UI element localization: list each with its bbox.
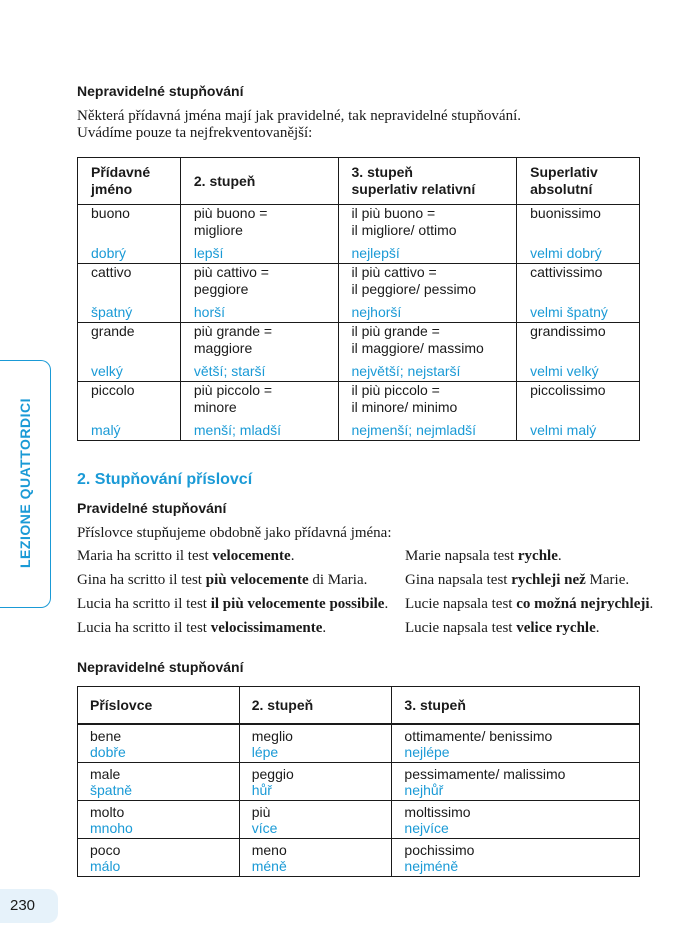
t1-italian-line: il migliore/ ottimo — [351, 222, 457, 238]
example-text: Lucia ha scritto il test — [77, 620, 211, 636]
t2-cell-czech: dobře — [90, 743, 126, 760]
t1-cell-italian — [91, 382, 135, 399]
t1-cell-italian — [530, 382, 605, 399]
t1-cell-italian — [530, 264, 602, 281]
t1-cell-italian — [352, 205, 457, 239]
example-text: . — [649, 596, 654, 612]
t2-cell-czech: nejvíce — [404, 819, 449, 836]
t1-cell — [180, 382, 338, 441]
t1-italian-line: più cattivo = — [193, 264, 269, 280]
example-emphasis: più velocemente — [205, 572, 309, 588]
t1-cell — [78, 205, 181, 264]
t2-cell-italian: meno — [251, 841, 287, 858]
t1-italian-line: peggiore — [193, 281, 249, 297]
t1-italian-line: cattivo — [91, 264, 132, 280]
t1-row — [78, 323, 640, 382]
t1-cell — [78, 323, 181, 382]
t1-italian-line: cattivissimo — [530, 264, 603, 280]
t2-cell-czech: méně — [251, 857, 287, 874]
t1-italian-line: buono — [91, 205, 130, 221]
t1-row — [78, 264, 640, 323]
t1-header-line: jméno — [91, 181, 133, 197]
t1-cell-italian — [352, 264, 477, 298]
t2-row — [78, 763, 640, 801]
t1-italian-line: più grande = — [193, 323, 273, 339]
example-emphasis: rychle — [517, 548, 558, 564]
t2-row — [78, 839, 640, 877]
t1-italian-line: grandissimo — [530, 323, 606, 339]
t2-cell — [78, 724, 240, 763]
t2-cell-italian: ottimamente/ benissimo — [404, 727, 553, 744]
example-text: Marie. — [585, 572, 630, 588]
t2-cell-czech: hůř — [251, 781, 272, 798]
t1-italian-line: il più buono = — [351, 205, 436, 221]
t2-cell-czech: špatně — [90, 781, 133, 798]
t2-cell — [239, 801, 392, 839]
example-cz-2 — [405, 572, 629, 589]
example-text: . — [595, 620, 600, 636]
t1-cell-italian — [194, 323, 272, 357]
example-it-1 — [77, 548, 294, 565]
t1-header-1 — [78, 158, 181, 205]
t1-italian-line: migliore — [193, 222, 243, 238]
t1-italian-line: il più grande = — [351, 323, 440, 339]
t2-header-2: 2. stupeň — [239, 687, 392, 725]
t2-cell — [392, 724, 640, 763]
t2-cell-italian: molto — [90, 803, 125, 820]
t1-cell-italian — [194, 382, 272, 416]
example-cz-4 — [405, 620, 600, 637]
t1-cell-italian — [530, 323, 605, 340]
subheading-regular: Pravidelné stupňování — [77, 500, 227, 516]
example-text: Lucie napsala test — [405, 620, 517, 636]
page-number: 230 — [10, 897, 36, 914]
t1-header-line: Superlativ — [530, 164, 598, 180]
t1-italian-line: grande — [91, 323, 135, 339]
t1-cell-czech: velmi špatný — [530, 304, 608, 320]
adjective-comparison-table — [77, 157, 640, 441]
t2-cell — [239, 724, 392, 763]
example-text: Marie napsala test — [405, 548, 518, 564]
t1-cell-czech: horší — [193, 304, 225, 320]
t1-cell — [338, 264, 517, 323]
example-text: di Maria. — [308, 572, 368, 588]
t2-cell-czech: mnoho — [90, 819, 133, 836]
example-text: Gina ha scritto il test — [77, 572, 206, 588]
t1-cell — [78, 382, 181, 441]
t1-header-2 — [180, 158, 338, 205]
t1-cell — [517, 382, 640, 441]
adverb-comparison-table — [77, 686, 640, 877]
t2-cell — [392, 839, 640, 877]
intro-line-1: Některá přídavná jména mají jak pravidelné, tak nepravidelné stupňování. — [77, 108, 522, 124]
t2-cell — [78, 839, 240, 877]
example-it-3 — [77, 596, 388, 613]
t2-cell — [392, 801, 640, 839]
t1-cell — [517, 264, 640, 323]
t2-cell — [239, 763, 392, 801]
t1-italian-line: il minore/ minimo — [351, 399, 458, 415]
example-emphasis: velocemente — [212, 548, 291, 564]
adverbs-intro: Příslovce stupňujeme obdobně jako přídavná jména: — [77, 525, 392, 541]
t1-cell-czech: špatný — [91, 304, 133, 320]
t1-cell-czech: velmi velký — [530, 363, 599, 379]
t1-cell-italian — [194, 205, 268, 239]
t1-cell-czech: malý — [91, 422, 121, 438]
t1-cell — [78, 264, 181, 323]
t1-italian-line: piccolissimo — [530, 382, 606, 398]
example-text: . — [384, 596, 389, 612]
t1-cell-czech: menší; mladší — [193, 422, 282, 438]
example-emphasis: velocissimamente — [210, 620, 323, 636]
example-text: Maria ha scritto il test — [77, 548, 213, 564]
t2-cell — [239, 839, 392, 877]
t1-cell — [338, 205, 517, 264]
t2-cell — [392, 763, 640, 801]
t1-row — [78, 382, 640, 441]
t1-cell-italian — [91, 264, 131, 281]
t1-cell-italian — [352, 382, 458, 416]
example-emphasis: velice rychle — [516, 620, 596, 636]
t1-cell — [180, 323, 338, 382]
t2-cell-italian: bene — [90, 727, 122, 744]
t1-cell-italian — [91, 323, 135, 340]
example-emphasis: co možná nejrychleji — [516, 596, 650, 612]
t1-header-3 — [338, 158, 517, 205]
t1-cell-italian — [194, 264, 269, 298]
example-text: . — [290, 548, 295, 564]
t2-cell-italian: peggio — [251, 765, 294, 782]
t1-cell-czech: nejmenší; nejmladší — [351, 422, 477, 438]
t2-header-3: 3. stupeň — [392, 687, 640, 725]
example-text: Lucie napsala test — [405, 596, 517, 612]
t1-header-line: 2. stupeň — [193, 172, 256, 189]
t2-cell-italian: più — [251, 803, 271, 820]
example-cz-1 — [405, 548, 562, 565]
t1-cell-czech: velmi malý — [530, 422, 597, 438]
example-emphasis: il più velocemente possibile — [210, 596, 385, 612]
t1-cell — [180, 205, 338, 264]
t1-row — [78, 205, 640, 264]
t1-italian-line: più buono = — [193, 205, 268, 221]
example-cz-3 — [405, 596, 653, 613]
intro-line-2: Uvádíme pouze ta nejfrekventovanější: — [77, 125, 313, 141]
section-heading-irregular-adverbs: Nepravidelné stupňování — [77, 659, 244, 675]
t1-italian-line: il più piccolo = — [351, 382, 440, 398]
t2-cell-italian: meglio — [251, 727, 293, 744]
section-title-adverbs: 2. Stupňování příslovcí — [77, 471, 253, 488]
t2-cell-italian: pessimamente/ malissimo — [404, 765, 566, 782]
t2-header-1: Příslovce — [78, 687, 240, 725]
t2-cell-czech: více — [251, 819, 278, 836]
t1-cell-czech: dobrý — [91, 245, 127, 261]
t1-cell-italian — [91, 205, 130, 222]
section-heading-irregular-adjectives: Nepravidelné stupňování — [77, 83, 244, 99]
t1-cell — [338, 382, 517, 441]
t1-italian-line: più piccolo = — [193, 382, 273, 398]
t2-cell-czech: nejlépe — [404, 743, 450, 760]
t2-cell — [78, 801, 240, 839]
t1-cell-italian — [352, 323, 484, 357]
t1-cell — [180, 264, 338, 323]
t1-header-line: Přídavné — [91, 164, 151, 180]
t2-cell-czech: nejhůř — [404, 781, 444, 798]
t2-cell-czech: lépe — [251, 743, 279, 760]
t1-italian-line: buonissimo — [530, 205, 601, 221]
example-text: . — [322, 620, 327, 636]
example-it-4 — [77, 620, 326, 637]
t1-italian-line: il più cattivo = — [351, 264, 437, 280]
t1-italian-line: il maggiore/ massimo — [351, 340, 484, 356]
t1-header-line: absolutní — [530, 181, 593, 197]
t1-header-4 — [517, 158, 640, 205]
t1-cell — [338, 323, 517, 382]
t1-header-line: 3. stupeň — [351, 164, 413, 180]
t1-cell-czech: nejlepší — [351, 245, 400, 261]
example-text: Lucia ha scritto il test — [77, 596, 211, 612]
t1-cell-czech: největší; nejstarší — [351, 363, 461, 379]
t2-row — [78, 801, 640, 839]
side-tab-label: LEZIONE QUATTORDICI — [17, 398, 33, 568]
t1-cell — [517, 323, 640, 382]
t2-row — [78, 724, 640, 763]
t2-cell-italian: poco — [90, 841, 121, 858]
t2-cell — [78, 763, 240, 801]
t1-cell-czech: lepší — [193, 245, 224, 261]
example-it-2 — [77, 572, 367, 589]
t1-cell-czech: velký — [91, 363, 123, 379]
t1-italian-line: maggiore — [193, 340, 253, 356]
t1-cell-italian — [530, 205, 601, 222]
t1-italian-line: piccolo — [91, 382, 135, 398]
t2-cell-italian: pochissimo — [404, 841, 475, 858]
t2-cell-czech: málo — [90, 857, 121, 874]
t1-cell-czech: velmi dobrý — [530, 245, 602, 261]
t1-italian-line: il peggiore/ pessimo — [351, 281, 477, 297]
t1-cell-czech: nejhorší — [351, 304, 402, 320]
t2-cell-czech: nejméně — [404, 857, 459, 874]
example-text: Gina napsala test — [405, 572, 512, 588]
example-emphasis: rychleji než — [511, 572, 586, 588]
example-text: . — [557, 548, 562, 564]
t1-italian-line: minore — [193, 399, 237, 415]
t2-cell-italian: male — [90, 765, 121, 782]
t1-cell-czech: větší; starší — [193, 363, 266, 379]
t2-cell-italian: moltissimo — [404, 803, 471, 820]
t1-header-line: superlativ relativní — [351, 181, 476, 197]
t1-cell — [517, 205, 640, 264]
